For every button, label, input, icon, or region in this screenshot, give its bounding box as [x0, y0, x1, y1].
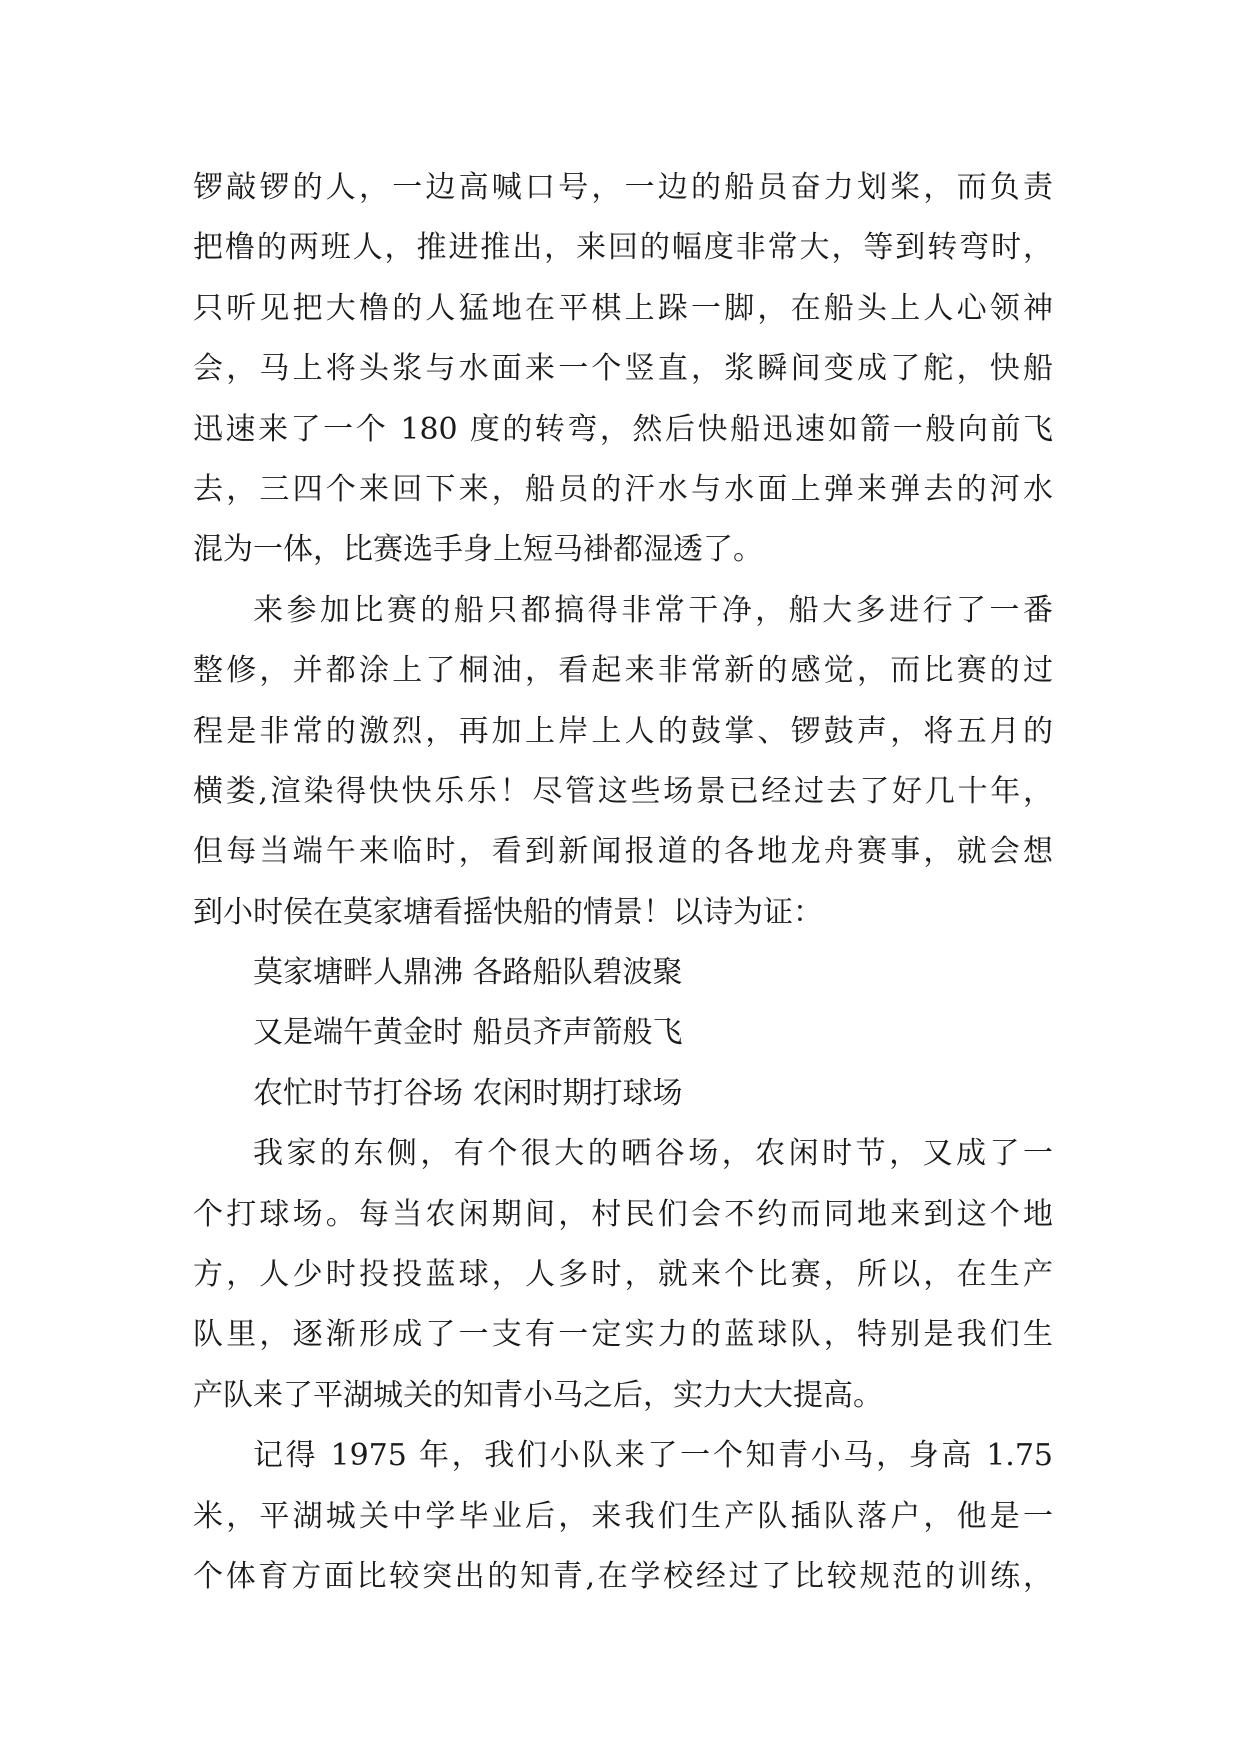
poem [193, 943, 1053, 1124]
paragraph-3 [193, 1124, 1053, 1426]
text-line: 来参加比赛的船只都搞得非常干净，船大多进行了一番 [253, 592, 1053, 628]
text-line: 横娄,渲染得快快乐乐！尽管这些场景已经过去了好几十年， [193, 773, 1053, 809]
paragraph-2 [193, 581, 1053, 943]
text-line: 去，三四个来回下来，船员的汗水与水面上弹来弹去的河水 [193, 471, 1053, 507]
paragraph-4 [193, 1426, 1053, 1607]
poem-line: 又是端午黄金时 船员齐声箭般飞 [253, 1015, 683, 1051]
text-line: 个打球场。每当农闲期间，村民们会不约而同地来到这个地 [193, 1196, 1053, 1232]
text-line: 迅速来了一个 180 度的转弯，然后快船迅速如箭一般向前飞 [193, 411, 1053, 447]
text-line: 记得 1975 年，我们小队来了一个知青小马，身高 1.75 [253, 1438, 1053, 1474]
text-line: 到小时侯在莫家塘看摇快船的情景！以诗为证： [193, 894, 823, 930]
text-line: 我家的东侧，有个很大的晒谷场，农闲时节，又成了一 [253, 1136, 1053, 1172]
text-line: 但每当端午来临时，看到新闻报道的各地龙舟赛事，就会想 [193, 834, 1053, 870]
text-line: 产队来了平湖城关的知青小马之后，实力大大提高。 [193, 1377, 883, 1413]
text-line: 程是非常的激烈，再加上岸上人的鼓掌、锣鼓声，将五月的 [193, 713, 1053, 749]
poem-line: 莫家塘畔人鼎沸 各路船队碧波聚 [253, 955, 683, 991]
text-line: 队里，逐渐形成了一支有一定实力的蓝球队，特别是我们生 [193, 1317, 1053, 1353]
paragraph-1 [193, 158, 1053, 581]
text-line: 锣敲锣的人，一边高喊口号，一边的船员奋力划桨，而负责 [193, 170, 1053, 205]
text-line: 米，平湖城关中学毕业后，来我们生产队插队落户，他是一 [193, 1498, 1053, 1534]
text-line: 方，人少时投投蓝球，人多时，就来个比赛，所以，在生产 [193, 1257, 1053, 1293]
text-line: 整修，并都涂上了桐油，看起来非常新的感觉，而比赛的过 [193, 653, 1053, 689]
poem-line: 农忙时节打谷场 农闲时期打球场 [253, 1075, 683, 1111]
text-line: 个体育方面比较突出的知青,在学校经过了比较规范的训练， [193, 1558, 1053, 1594]
text-line: 混为一体，比赛选手身上短马褂都湿透了。 [193, 532, 763, 568]
text-line: 把橹的两班人，推进推出，来回的幅度非常大，等到转弯时， [193, 230, 1053, 266]
text-line: 只听见把大橹的人猛地在平棋上跺一脚，在船头上人心领神 [193, 290, 1053, 326]
text-line: 会，马上将头浆与水面来一个竖直，浆瞬间变成了舵，快船 [193, 351, 1053, 387]
body-text [193, 158, 1053, 1607]
